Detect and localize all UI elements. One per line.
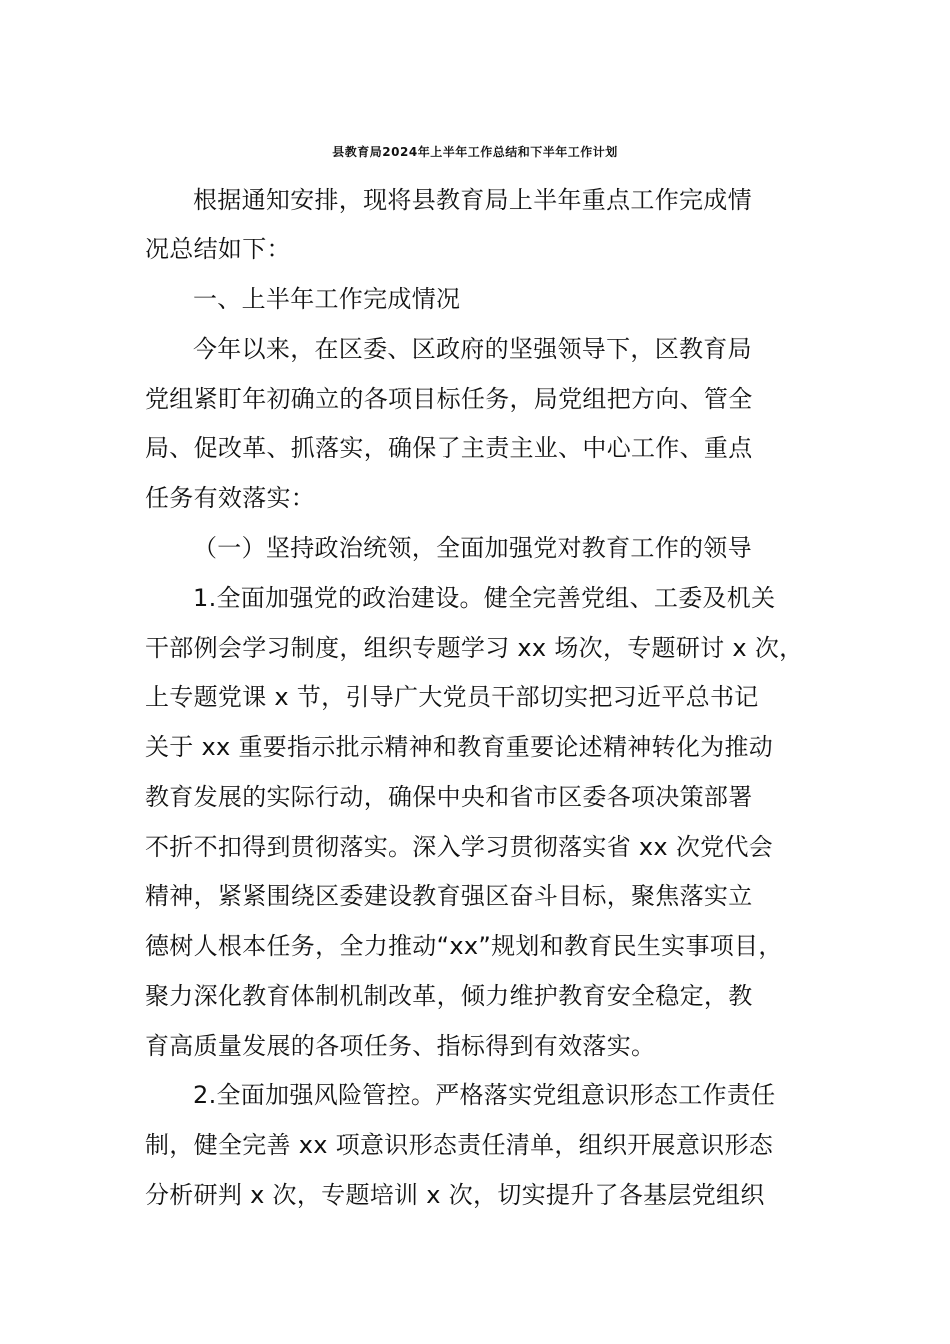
- paragraph-line: 聚力深化教育体制机制改革，倾力维护教育安全稳定，教: [145, 982, 753, 1010]
- paragraph-line: 今年以来，在区委、区政府的坚强领导下，区教育局: [193, 335, 752, 363]
- paragraph-line: 1.全面加强党的政治建设。健全完善党组、工委及机关: [193, 584, 776, 612]
- paragraph-line: 关于 xx 重要指示批示精神和教育重要论述精神转化为推动: [145, 733, 774, 761]
- paragraph-line: 制，健全完善 xx 项意识形态责任清单，组织开展意识形态: [145, 1131, 774, 1159]
- paragraph-line: 局、促改革、抓落实，确保了主责主业、中心工作、重点: [145, 434, 753, 462]
- paragraph-line: 干部例会学习制度，组织专题学习 xx 场次，专题研讨 x 次，: [145, 634, 804, 662]
- paragraph-line: 2.全面加强风险管控。严格落实党组意识形态工作责任: [193, 1081, 776, 1109]
- paragraph-line: 教育发展的实际行动，确保中央和省市区委各项决策部署: [145, 783, 753, 811]
- paragraph-line: 根据通知安排，现将县教育局上半年重点工作完成情: [193, 186, 752, 214]
- document-title: 县教育局2024年上半年工作总结和下半年工作计划: [332, 145, 618, 159]
- subsection-heading: （一）坚持政治统领，全面加强党对教育工作的领导: [193, 534, 752, 562]
- paragraph-line: 不折不扣得到贯彻落实。深入学习贯彻落实省 xx 次党代会: [145, 833, 774, 861]
- paragraph-line: 况总结如下：: [145, 235, 291, 263]
- paragraph-line: 精神，紧紧围绕区委建设教育强区奋斗目标，聚焦落实立: [145, 882, 753, 910]
- paragraph-line: 任务有效落实：: [145, 484, 316, 512]
- paragraph-line: 分析研判 x 次，专题培训 x 次，切实提升了各基层党组织: [145, 1181, 765, 1209]
- section-heading: 一、上半年工作完成情况: [193, 285, 461, 313]
- paragraph-line: 育高质量发展的各项任务、指标得到有效落实。: [145, 1032, 656, 1060]
- paragraph-line: 德树人根本任务，全力推动“xx”规划和教育民生实事项目，: [145, 932, 783, 960]
- paragraph-line: 党组紧盯年初确立的各项目标任务，局党组把方向、管全: [145, 385, 753, 413]
- paragraph-line: 上专题党课 x 节，引导广大党员干部切实把习近平总书记: [145, 683, 759, 711]
